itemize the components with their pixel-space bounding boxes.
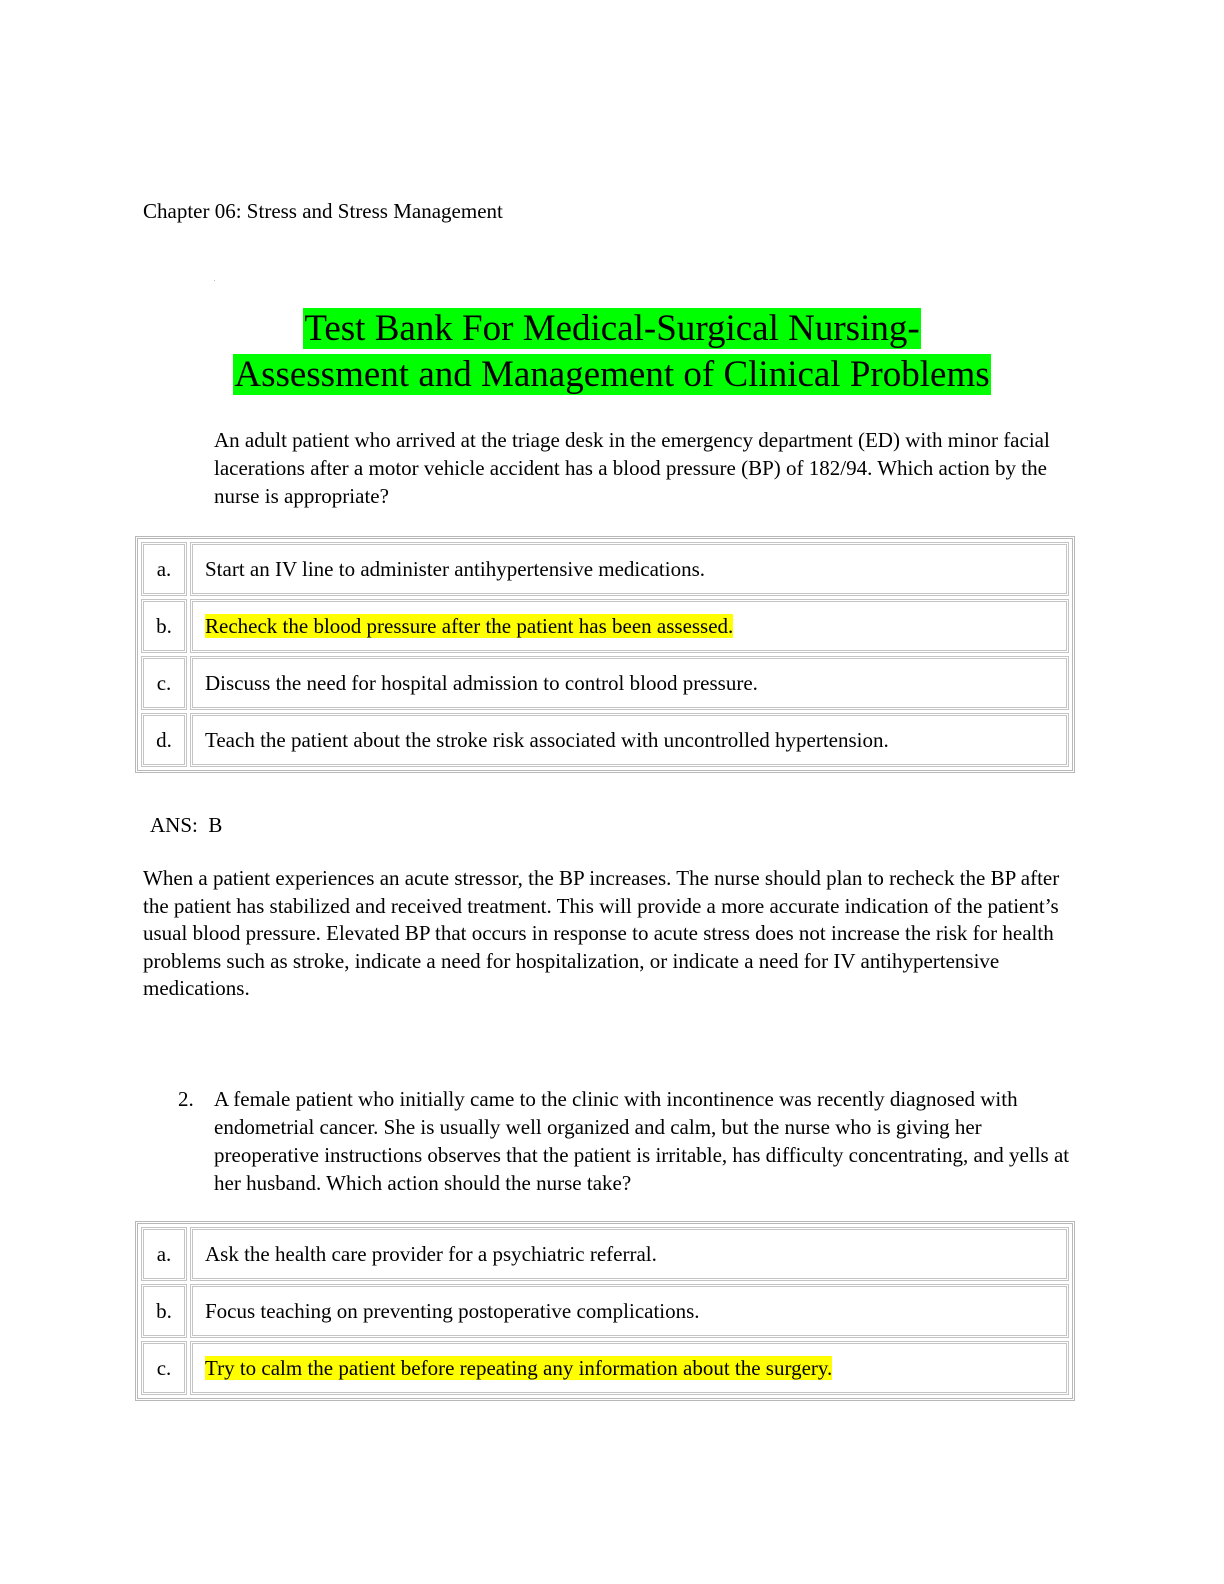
correct-choice-text: Recheck the blood pressure after the patient has been assessed. — [205, 613, 734, 638]
correct-choice-text: Try to calm the patient before repeating any information about the surgery. — [205, 1355, 833, 1380]
choice-row — [141, 1227, 1069, 1281]
choice-row — [141, 542, 1069, 596]
choice-letter: c. — [141, 656, 187, 710]
chapter-heading: Chapter 06: Stress and Stress Management — [143, 199, 503, 223]
choice-text — [190, 599, 1069, 653]
question-1-stem: An adult patient who arrived at the triage desk in the emergency department (ED) with minor facial lacerations after a motor vehicle accident has a blood pressure (BP) of 182/94. Which action by the nurse is appropriate? — [214, 428, 1050, 508]
choice-text-content: Ask the health care provider for a psychiatric referral. — [205, 1241, 657, 1266]
choice-text-content: Start an IV line to administer antihypertensive medications. — [205, 556, 705, 581]
choice-letter: d. — [141, 713, 187, 767]
choice-row — [141, 656, 1069, 710]
answer-key: ANS: B — [150, 813, 223, 837]
choice-letter: c. — [141, 1341, 187, 1395]
choice-text — [190, 1284, 1069, 1338]
choice-text-content: Focus teaching on preventing postoperative complications. — [205, 1298, 700, 1323]
stray-dot — [214, 280, 215, 281]
title-banner — [0, 306, 1224, 398]
choice-row — [141, 1341, 1069, 1395]
banner-line-2: Assessment and Management of Clinical Problems — [234, 354, 990, 395]
choice-letter: a. — [141, 542, 187, 596]
choice-text — [190, 713, 1069, 767]
choice-letter: b. — [141, 1284, 187, 1338]
question-2-choices — [135, 1221, 1075, 1401]
choice-text — [190, 656, 1069, 710]
question-2-stem: A female patient who initially came to the clinic with incontinence was recently diagnosed with endometrial cancer. She is usually well organized and calm, but the nurse who is giving her preoperative instructions observes that the patient is irritable, has difficulty concentrating, and yells at her husband. Which action should the nurse take? — [214, 1087, 1070, 1195]
rationale-text: When a patient experiences an acute stressor, the BP increases. The nurse should plan to recheck the BP after the patient has stabilized and received treatment. This will provide a more accurate indication of the patient’s usual blood pressure. Elevated BP that occurs in response to acute stress does not increase the risk for health problems such as stroke, indicate a need for hospitalization, or indicate a need for IV antihypertensive medications. — [143, 866, 1060, 1000]
question-1-choices — [135, 536, 1075, 773]
choice-text-content: Discuss the need for hospital admission to control blood pressure. — [205, 670, 758, 695]
choice-row — [141, 713, 1069, 767]
choice-text-content: Teach the patient about the stroke risk associated with uncontrolled hypertension. — [205, 727, 889, 752]
choice-text — [190, 542, 1069, 596]
banner-line-1: Test Bank For Medical-Surgical Nursing- — [304, 308, 920, 349]
choice-text — [190, 1227, 1069, 1281]
question-2-number: 2. — [178, 1087, 194, 1111]
choice-text — [190, 1341, 1069, 1395]
choice-row — [141, 599, 1069, 653]
choice-letter: b. — [141, 599, 187, 653]
choice-row — [141, 1284, 1069, 1338]
choice-letter: a. — [141, 1227, 187, 1281]
